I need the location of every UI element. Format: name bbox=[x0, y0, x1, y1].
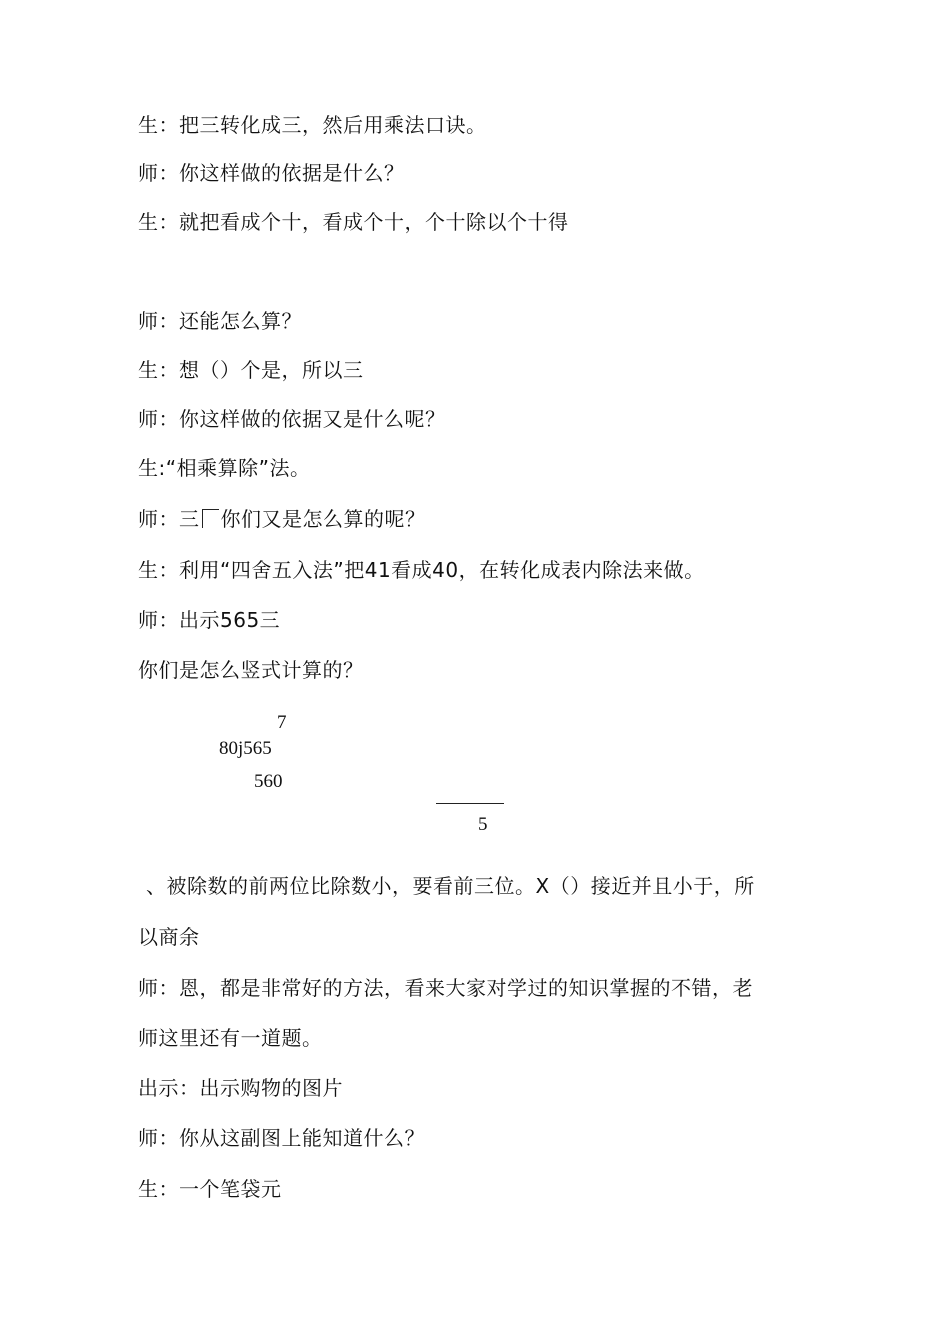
division-remainder: 5 bbox=[478, 814, 488, 835]
text-line: 以商余 bbox=[138, 925, 200, 949]
text-line: 生：把三转化成三，然后用乘法口诀。 bbox=[138, 113, 487, 137]
text-line: 、被除数的前两位比除数小，要看前三位。X（）接近并且小于，所 bbox=[146, 874, 755, 898]
text-line: 师：恩，都是非常好的方法，看来大家对学过的知识掌握的不错，老 bbox=[138, 976, 753, 1000]
text-line: 师：还能怎么算？ bbox=[138, 309, 302, 333]
text-line-prefix: 师：三 bbox=[138, 507, 200, 531]
text-line: 出示：出示购物的图片 bbox=[138, 1076, 343, 1100]
text-line: 生：就把看成个十，看成个十，个十除以个十得 bbox=[138, 210, 569, 234]
division-underline bbox=[436, 803, 504, 804]
division-product: 560 bbox=[254, 771, 283, 792]
text-line: 你们是怎么竖式计算的？ bbox=[138, 658, 364, 682]
text-line: 生:“相乘算除”法。 bbox=[138, 456, 311, 480]
text-line: 师：出示565三 bbox=[138, 608, 281, 632]
text-line: 生：想（）个是，所以三 bbox=[138, 358, 364, 382]
text-line-rest: 你们又是怎么算的呢？ bbox=[220, 507, 426, 531]
division-quotient: 7 bbox=[277, 712, 287, 733]
text-line bbox=[138, 506, 426, 532]
text-line: 师：你这样做的依据是什么？ bbox=[138, 161, 405, 185]
division-bracket-icon bbox=[202, 509, 219, 528]
text-line: 生：一个笔袋元 bbox=[138, 1177, 282, 1201]
text-line: 师：你从这副图上能知道什么？ bbox=[138, 1126, 425, 1150]
division-divisor-dividend: 80j565 bbox=[219, 738, 272, 759]
text-line: 师这里还有一道题。 bbox=[138, 1026, 323, 1050]
text-line: 生：利用“四舍五入法”把41看成40，在转化成表内除法来做。 bbox=[138, 558, 705, 582]
text-line: 师：你这样做的依据又是什么呢？ bbox=[138, 407, 446, 431]
